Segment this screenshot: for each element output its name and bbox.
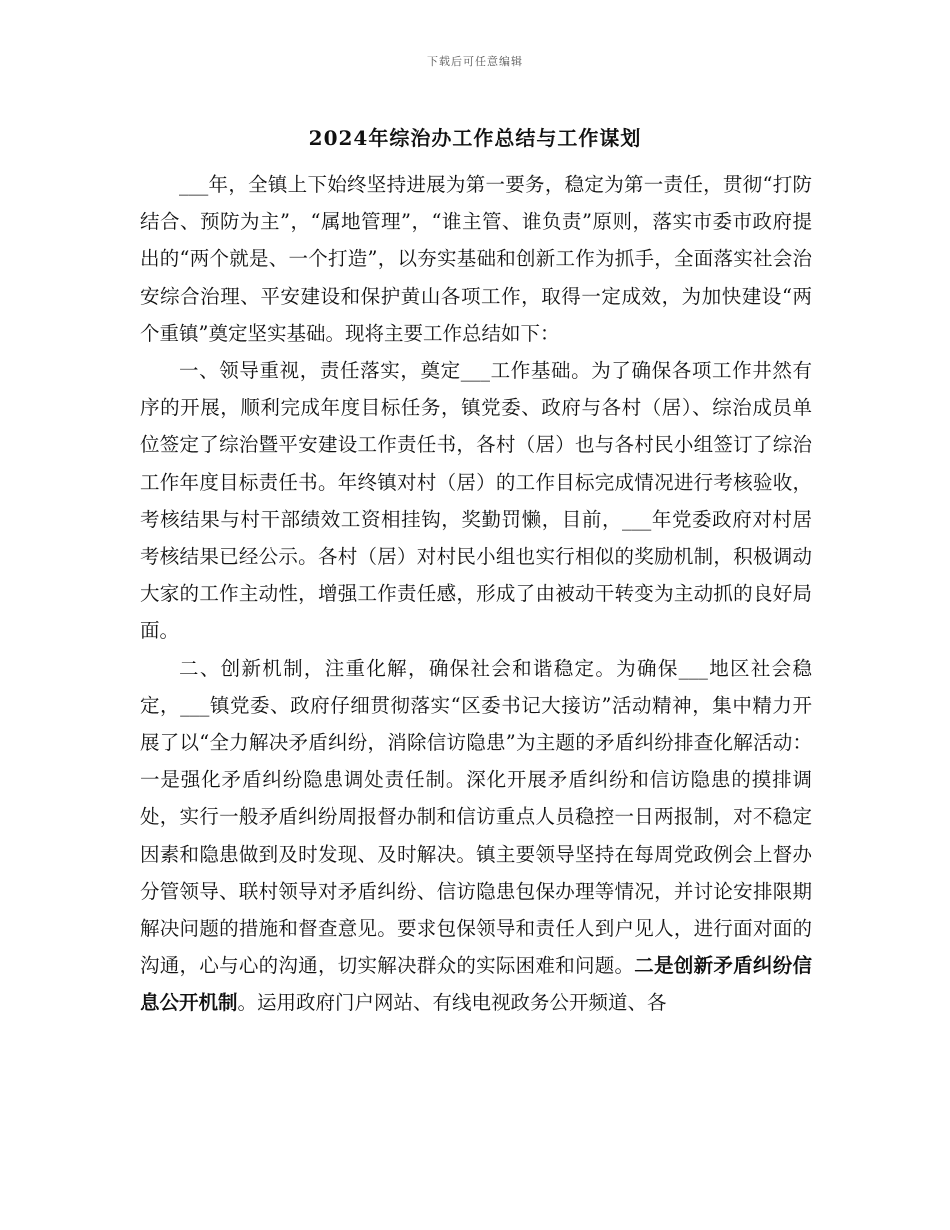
header-note: 下载后可任意编辑 xyxy=(427,55,523,68)
bold-subheading: 二是创新矛盾纠纷信息公开机制 xyxy=(140,954,812,1015)
paragraph-intro: ___年，全镇上下始终坚持进展为第一要务，稳定为第一责任，贯彻“打防结合、预防为主”，“属地管理”，“谁主管、谁负责”原则，落实市委市政府提出的“两个就是、一个打造”，以夯实基础和创新工作为抓手，全面落实社会治安综合治理、平安建设和保护黄山各项工作，取得一定成效，为加快建设“两个重镇”奠定坚实基础。现将主要工作总结如下： xyxy=(140,173,812,345)
paragraph-section-two-continued: 。运用政府门户网站、有线电视政务公开频道、各 xyxy=(237,991,667,1015)
paragraph-section-one: 一、领导重视，责任落实，奠定___工作基础。为了确保各项工作井然有序的开展，顺利完成年度目标任务，镇党委、政府与各村（居）、综治成员单位签定了综治暨平安建设工作责任书，各村（居）也与各村民小组签订了综治工作年度目标责任书。年终镇对村（居）的工作目标完成情况进行考核验收，考核结果与村干部绩效工资相挂钩，奖勤罚懒，目前，___年党委政府对村居考核结果已经公示。各村（居）对村民小组也实行相似的奖励机制，积极调动大家的工作主动性，增强工作责任感，形成了由被动干转变为主动抓的良好局面。 xyxy=(140,359,812,643)
paragraph-section-two xyxy=(140,650,812,1022)
document-body xyxy=(140,166,812,1022)
document-title: 2024年综治办工作总结与工作谋划 xyxy=(308,126,642,150)
paragraph-section-two-text: 二、创新机制，注重化解，确保社会和谐稳定。为确保___地区社会稳定，___镇党委、政府仔细贯彻落实“区委书记大接访”活动精神，集中精力开展了以“全力解决矛盾纠纷，消除信访隐患”为主题的矛盾纠纷排查化解活动：一是强化矛盾纠纷隐患调处责任制。深化开展矛盾纠纷和信访隐患的摸排调处，实行一般矛盾纠纷周报督办制和信访重点人员稳控一日两报制，对不稳定因素和隐患做到及时发现、及时解决。镇主要领导坚持在每周党政例会上督办分管领导、联村领导对矛盾纠纷、信访隐患包保办理等情况，并讨论安排限期解决问题的措施和督查意见。要求包保领导和责任人到户见人，进行面对面的沟通，心与心的沟通，切实解决群众的实际困难和问题。 xyxy=(140,656,812,978)
